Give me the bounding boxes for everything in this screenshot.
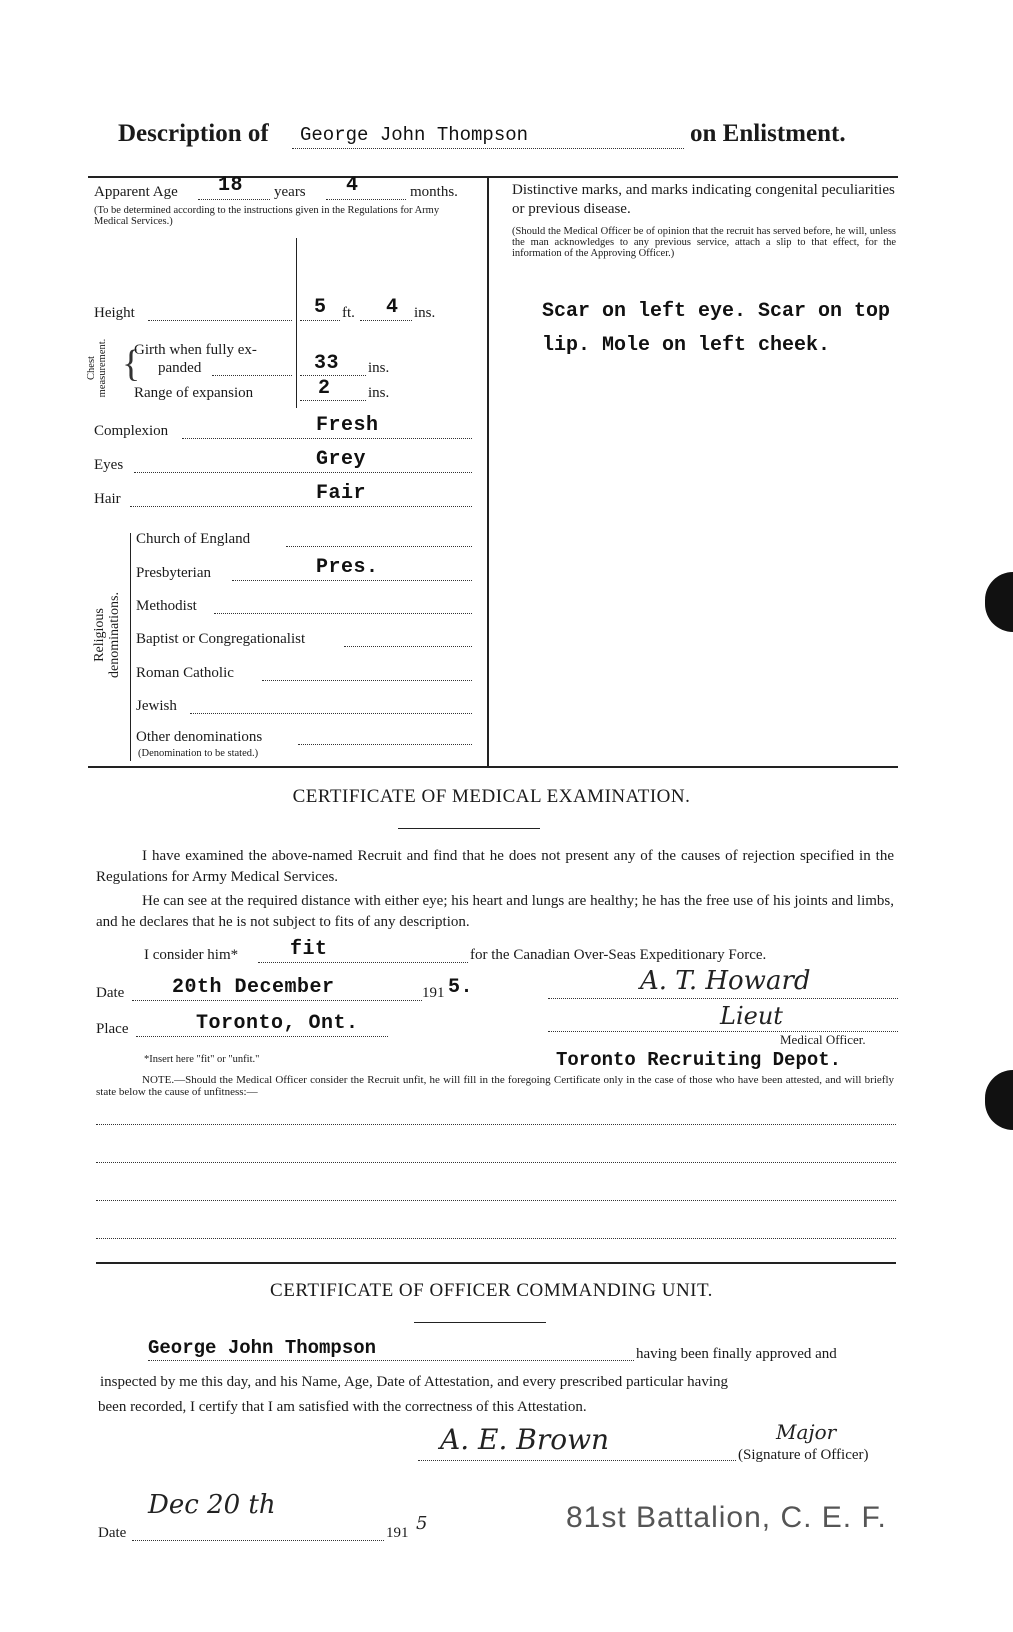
height-line bbox=[148, 320, 292, 321]
range-unit: ins. bbox=[368, 385, 390, 401]
section-rule bbox=[96, 1262, 896, 1264]
commanding-line-1-suffix: having been finally approved and bbox=[636, 1346, 837, 1362]
religion-label-church-of-england: Church of England bbox=[136, 531, 251, 547]
marks-line-2: lip. Mole on left cheek. bbox=[542, 334, 831, 357]
ft-label: ft. bbox=[342, 305, 355, 321]
age-months-value: 4 bbox=[346, 174, 359, 197]
insert-note: *Insert here "fit" or "unfit." bbox=[144, 1054, 260, 1065]
marks-heading: Distinctive marks, and marks indicating congenital peculiarities or previous disease. bbox=[512, 182, 895, 217]
hair-line bbox=[130, 506, 472, 507]
unfitness-line-1[interactable] bbox=[96, 1124, 896, 1125]
medical-year-suffix: 5. bbox=[448, 976, 474, 999]
battalion-stamp: 81st Battalion, C. E. F. bbox=[566, 1501, 887, 1534]
place-label: Place bbox=[96, 1021, 129, 1037]
girth-unit: ins. bbox=[368, 360, 390, 376]
commanding-officer-signature: A. E. Brown bbox=[440, 1423, 610, 1456]
medical-date-line bbox=[132, 1000, 422, 1001]
commanding-year-prefix: 191 bbox=[386, 1525, 409, 1541]
height-label: Height bbox=[94, 305, 135, 321]
years-label: years bbox=[274, 184, 306, 200]
religion-bracket bbox=[130, 533, 131, 761]
religion-label-baptist: Baptist or Congregationalist bbox=[136, 631, 306, 647]
medical-officer-signature: A. T. Howard bbox=[640, 966, 811, 996]
religion-label-roman-catholic: Roman Catholic bbox=[136, 665, 234, 681]
commanding-line-3: been recorded, I certify that I am satisfied with the correctness of this Attestation. bbox=[98, 1399, 587, 1415]
recruiting-depot: Toronto Recruiting Depot. bbox=[556, 1049, 842, 1071]
other-denomination-note: (Denomination to be stated.) bbox=[138, 748, 259, 759]
punch-hole bbox=[985, 1070, 1013, 1130]
religion-side-label bbox=[92, 580, 122, 690]
marks-note: (Should the Medical Officer be of opinion that the recruit has served before, he will, unless the man acknowledges to any previous service, attach a slip to that effect, for the information of the Approving Officer.) bbox=[512, 226, 896, 259]
religion-side-label-2: denominations. bbox=[107, 592, 122, 678]
section-rule bbox=[88, 766, 898, 768]
unfitness-line-2[interactable] bbox=[96, 1162, 896, 1163]
top-rule bbox=[88, 176, 898, 178]
religion-line bbox=[214, 613, 472, 614]
age-note: (To be determined according to the instructions given in the Regulations for Army Medical Services.) bbox=[94, 205, 440, 227]
girth-label-2: panded bbox=[158, 360, 202, 376]
unfitness-line-4[interactable] bbox=[96, 1238, 896, 1239]
months-label: months. bbox=[410, 184, 458, 200]
commanding-date-line bbox=[132, 1540, 384, 1541]
religion-label-other: Other denominations bbox=[136, 729, 263, 745]
ins-label: ins. bbox=[414, 305, 436, 321]
age-years-value: 18 bbox=[218, 174, 244, 197]
commanding-signature-line bbox=[418, 1460, 736, 1461]
commanding-line-2: inspected by me this day, and his Name, Age, Date of Attestation, and every prescribed particular having bbox=[100, 1374, 729, 1390]
religion-line bbox=[232, 580, 472, 581]
age-months-line bbox=[326, 199, 406, 200]
name-line bbox=[292, 148, 684, 149]
heading-flourish bbox=[398, 828, 540, 829]
consider-line bbox=[258, 962, 468, 963]
complexion-label: Complexion bbox=[94, 423, 169, 439]
commanding-date-value: Dec 20 th bbox=[148, 1490, 276, 1520]
religion-label-presbyterian: Presbyterian bbox=[136, 565, 211, 581]
column-divider bbox=[487, 176, 489, 766]
age-years-line bbox=[198, 199, 270, 200]
commanding-officer-rank: Major bbox=[776, 1420, 837, 1444]
height-ft-value: 5 bbox=[314, 296, 327, 319]
religion-side-label-1: Religious bbox=[92, 608, 107, 662]
religion-line bbox=[286, 546, 472, 547]
medical-para-2: He can see at the required distance with either eye; his heart and lungs are healthy; he has the free use of his joints and limbs, and he declares that he is not subject to fits of any description. bbox=[96, 893, 894, 930]
consider-prefix: I consider him* bbox=[144, 947, 239, 963]
medical-heading: CERTIFICATE OF MEDICAL EXAMINATION. bbox=[292, 786, 691, 807]
place-value: Toronto, Ont. bbox=[196, 1012, 359, 1035]
complexion-line bbox=[182, 438, 472, 439]
range-label: Range of expansion bbox=[134, 385, 254, 401]
range-value-line bbox=[300, 400, 366, 401]
consider-suffix: for the Canadian Over-Seas Expeditionary Force. bbox=[470, 947, 767, 963]
eyes-label: Eyes bbox=[94, 457, 124, 473]
commanding-year-suffix: 5 bbox=[416, 1513, 428, 1534]
eyes-value: Grey bbox=[316, 448, 367, 471]
unfit-note: NOTE.—Should the Medical Officer consider the Recruit unfit, he will fill in the foregoing Certificate only in the case of those who have been attested, and will briefly state below the cause of unfitness:— bbox=[96, 1074, 894, 1098]
medical-officer-rank: Lieut bbox=[720, 1002, 783, 1030]
punch-hole bbox=[985, 572, 1013, 632]
medical-officer-label: Medical Officer. bbox=[780, 1032, 866, 1047]
commanding-recruit-name: George John Thompson bbox=[148, 1337, 377, 1359]
fitness-value: fit bbox=[290, 938, 328, 961]
recruit-name: George John Thompson bbox=[300, 124, 529, 146]
page-title bbox=[118, 120, 269, 148]
complexion-value: Fresh bbox=[316, 414, 379, 437]
unfitness-line-3[interactable] bbox=[96, 1200, 896, 1201]
religion-line bbox=[298, 744, 472, 745]
commanding-heading: CERTIFICATE OF OFFICER COMMANDING UNIT. bbox=[270, 1280, 713, 1301]
title-suffix: on Enlistment. bbox=[690, 120, 846, 147]
hair-value: Fair bbox=[316, 482, 367, 505]
height-ins-value: 4 bbox=[386, 296, 399, 319]
heading-flourish bbox=[414, 1322, 546, 1323]
chest-label: Chest measurement. bbox=[86, 338, 108, 398]
place-line bbox=[136, 1036, 388, 1037]
girth-value: 33 bbox=[314, 352, 340, 375]
measure-divider bbox=[296, 238, 297, 408]
religion-line bbox=[262, 680, 472, 681]
medical-date-label: Date bbox=[96, 985, 125, 1001]
religion-value-presbyterian: Pres. bbox=[316, 556, 379, 579]
range-value: 2 bbox=[318, 377, 331, 400]
medical-date-value: 20th December bbox=[172, 976, 335, 999]
brace: { bbox=[122, 343, 141, 385]
commanding-date-label: Date bbox=[98, 1525, 127, 1541]
medical-signature-line bbox=[548, 998, 898, 999]
height-ft-line bbox=[300, 320, 340, 321]
signature-of-officer-label: (Signature of Officer) bbox=[738, 1447, 869, 1463]
religion-label-methodist: Methodist bbox=[136, 598, 197, 614]
medical-year-prefix: 191 bbox=[422, 985, 445, 1001]
hair-label: Hair bbox=[94, 491, 121, 507]
eyes-line bbox=[134, 472, 472, 473]
commanding-name-line bbox=[148, 1360, 634, 1361]
religion-line bbox=[190, 713, 472, 714]
religion-line bbox=[344, 646, 472, 647]
religion-label-jewish: Jewish bbox=[136, 698, 177, 714]
apparent-age-label: Apparent Age bbox=[94, 184, 178, 200]
title-prefix: Description of bbox=[118, 120, 269, 147]
marks-line-1: Scar on left eye. Scar on top bbox=[542, 300, 891, 323]
girth-label-1: Girth when fully ex- bbox=[134, 342, 257, 358]
girth-line bbox=[212, 375, 292, 376]
height-ins-line bbox=[360, 320, 412, 321]
medical-para-1: I have examined the above-named Recruit and find that he does not present any of the causes of rejection specified in the Regulations for Army Medical Services. bbox=[96, 848, 894, 885]
